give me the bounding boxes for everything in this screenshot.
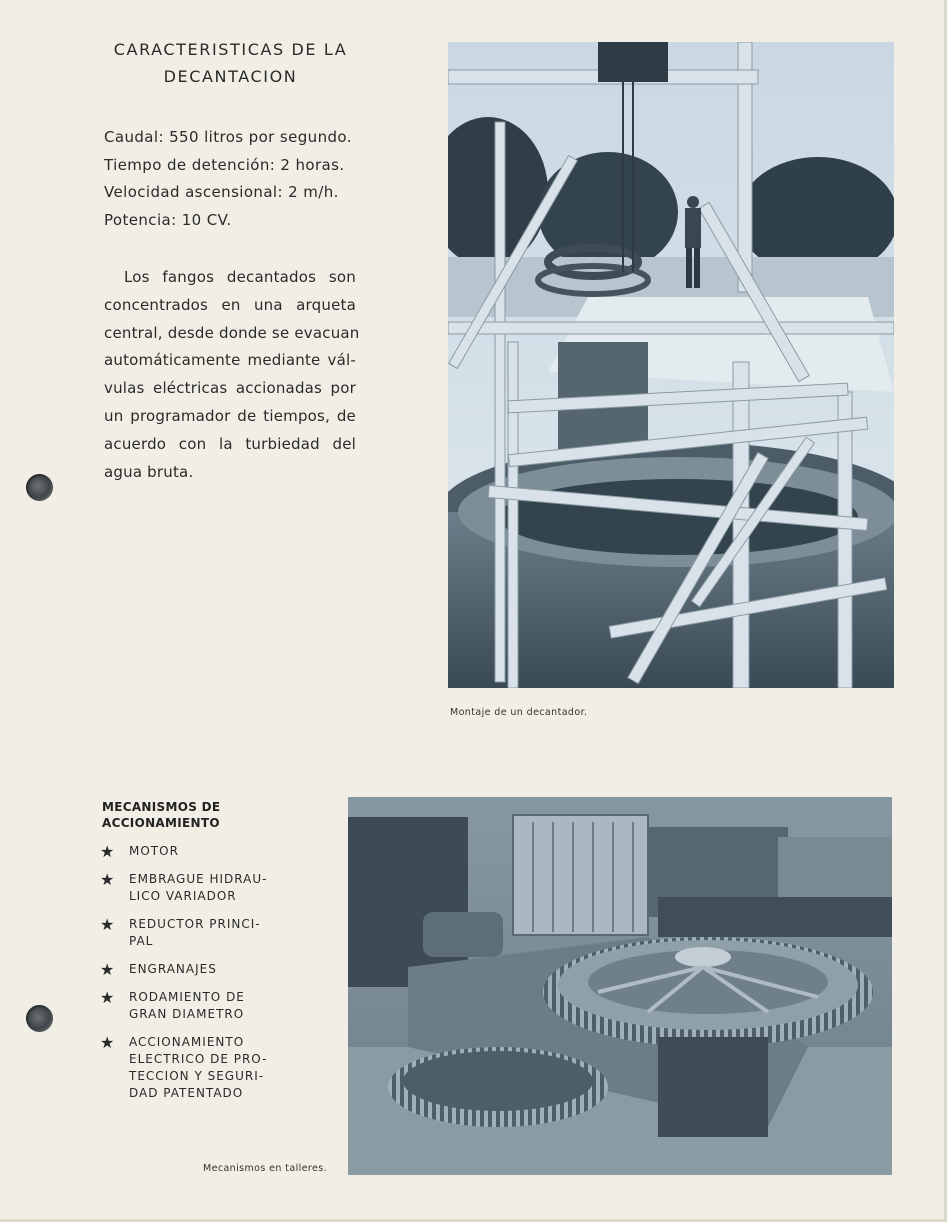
paragraph-line: vulas eléctricas accionadas por [104,379,356,398]
paragraph-line: concentrados en una arqueta [104,295,356,314]
photo-caption-decantador: Montaje de un decantador. [450,707,588,718]
star-icon: ★ [100,988,116,1007]
star-icon: ★ [100,1033,116,1052]
spec-caudal: Caudal: 550 litros por segundo. [104,128,352,146]
fangos-paragraph [104,264,360,486]
star-icon: ★ [100,870,116,889]
mechanisms-list [100,843,275,1113]
item-line: DAD PATENTADO [129,1086,244,1100]
photo-caption-talleres: Mecanismos en talleres. [203,1163,327,1174]
paragraph-line: central, desde donde se evacuan [104,323,360,342]
workshop-gears-photo [348,797,892,1175]
item-line: MOTOR [129,844,179,858]
item-line: ELECTRICO DE PRO- [129,1052,268,1066]
list-item [100,989,275,1023]
item-line: PAL [129,934,154,948]
specs-list [104,124,364,234]
paragraph-line: Los fangos decantados son [124,268,356,286]
item-line: RODAMIENTO DE [129,990,245,1004]
list-item [100,1034,275,1102]
star-icon: ★ [100,915,116,934]
list-item [100,871,275,905]
star-icon: ★ [100,960,116,979]
paragraph-line: automáticamente mediante vál- [104,351,356,370]
mech-title-line: ACCIONAMIENTO [102,816,220,830]
item-line: EMBRAGUE HIDRAU- [129,872,268,886]
item-line: REDUCTOR PRINCI- [129,917,261,931]
decanter-construction-photo [448,42,894,688]
section-title-decantacion: CARACTERISTICAS DE LA DECANTACION [113,40,348,86]
punch-hole-top [26,474,53,501]
mech-title-line: MECANISMOS DE [102,800,221,814]
list-item [100,961,275,978]
section-title-mecanismos [102,799,302,831]
star-icon: ★ [100,842,116,861]
paragraph-line: acuerdo con la turbiedad del [104,434,356,453]
item-line: GRAN DIAMETRO [129,1007,245,1021]
paragraph-line: un programador de tiempos, de [104,406,356,425]
list-item [100,843,275,860]
item-line: ENGRANAJES [129,962,217,976]
punch-hole-bottom [26,1005,53,1032]
spec-velocidad: Velocidad ascensional: 2 m/h. [104,183,339,201]
item-line: ACCIONAMIENTO [129,1035,245,1049]
paragraph-line: agua bruta. [104,462,194,481]
spec-potencia: Potencia: 10 CV. [104,210,232,229]
item-line: TECCION Y SEGURI- [129,1069,265,1083]
item-line: LICO VARIADOR [129,889,237,903]
spec-tiempo: Tiempo de detención: 2 horas. [104,155,345,174]
list-item [100,916,275,950]
